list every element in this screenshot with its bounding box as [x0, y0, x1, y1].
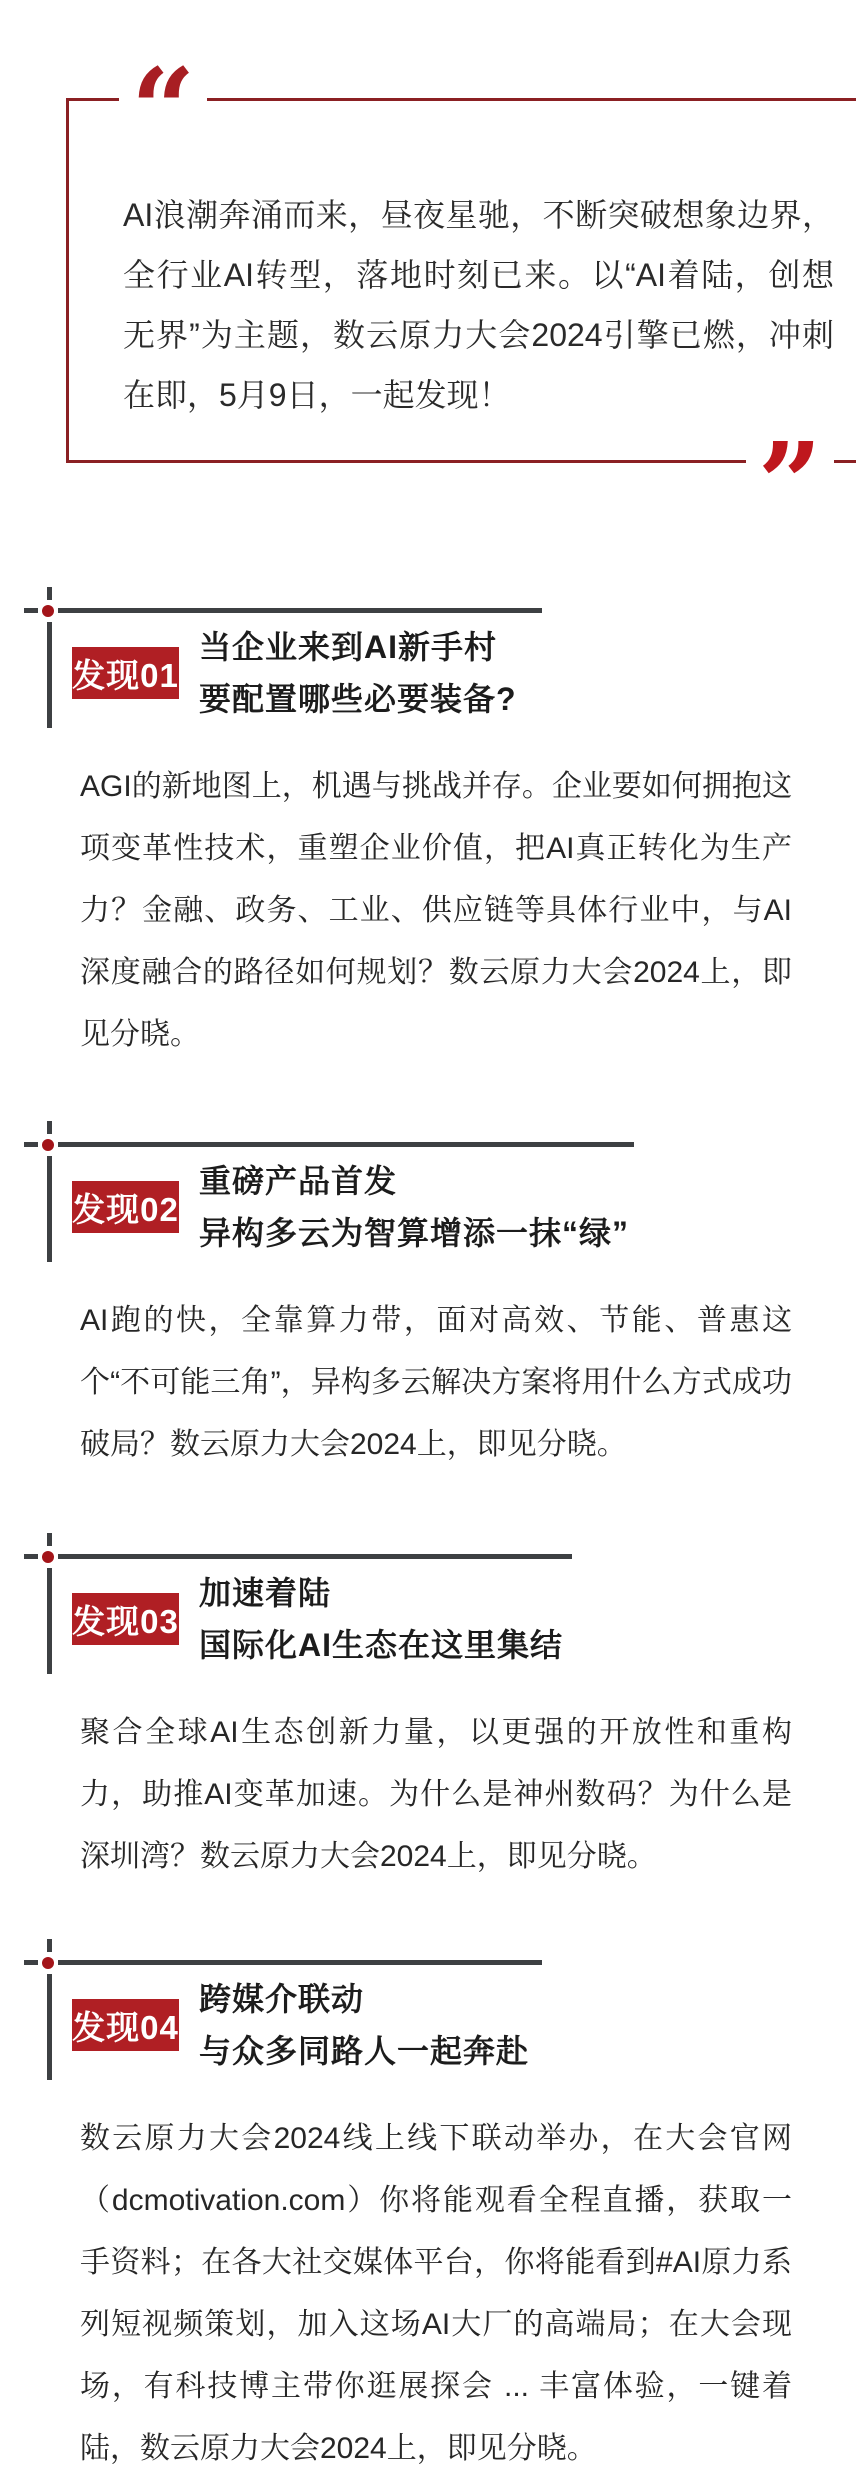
marker-left-dash	[24, 1142, 38, 1147]
section-header	[72, 621, 517, 725]
close-quote-icon: ”	[746, 429, 834, 517]
marker-dot-icon	[42, 1551, 54, 1563]
marker-vertical-dash	[47, 587, 52, 600]
discovery-badge: 发现03	[72, 1593, 179, 1645]
marker-dot-icon	[42, 1957, 54, 1969]
section-title-line2: 国际化AI生态在这里集结	[199, 1627, 564, 1663]
section-title	[199, 1567, 563, 1671]
section-title	[199, 621, 517, 725]
section-header	[72, 1973, 529, 2077]
marker-vertical-line	[47, 1974, 52, 2080]
discovery-badge: 发现02	[72, 1181, 179, 1233]
section-title-line1: 当企业来到AI新手村	[199, 629, 498, 665]
section-title	[199, 1155, 629, 1259]
marker-dot-icon	[42, 1139, 54, 1151]
marker-left-dash	[24, 608, 38, 613]
marker-horizontal-line	[58, 1960, 542, 1965]
section-header	[72, 1155, 629, 1259]
marker-vertical-line	[47, 1568, 52, 1674]
section-body-text: AGI的新地图上，机遇与挑战并存。企业要如何拥抱这项变革性技术，重塑企业价值，把AI真正转化为生产力？金融、政务、工业、供应链等具体行业中，与AI深度融合的路径如何规划？数云原力大会2024上，即见分晓。	[80, 770, 792, 1051]
section-body-text: AI跑的快，全靠算力带，面对高效、节能、普惠这个“不可能三角”，异构多云解决方案将用什么方式成功破局？数云原力大会2024上，即见分晓。	[80, 1304, 792, 1461]
section-title	[199, 1973, 529, 2077]
marker-horizontal-line	[58, 608, 542, 613]
intro-quote-card	[66, 45, 856, 550]
open-quote-icon: “	[119, 55, 207, 167]
marker-dot-icon	[42, 605, 54, 617]
section-title-line2: 要配置哪些必要装备?	[199, 681, 517, 717]
discovery-badge: 发现01	[72, 647, 179, 699]
section-header	[72, 1567, 563, 1671]
section-body-text: 数云原力大会2024线上线下联动举办，在大会官网（dcmotivation.com）你将能观看全程直播，获取一手资料；在各大社交媒体平台，你将能看到#AI原力系列短视频策划，加入这场AI大厂的高端局；在大会现场，有科技博主带你逛展探会 ... 丰富体验，一键着陆，数云原力大会2024上，即见分晓。	[80, 2122, 792, 2465]
section-title-line1: 重磅产品首发	[199, 1163, 398, 1199]
marker-horizontal-line	[58, 1554, 572, 1559]
marker-horizontal-line	[58, 1142, 634, 1147]
marker-vertical-line	[47, 1156, 52, 1262]
intro-quote-text: AI浪潮奔涌而来，昼夜星驰，不断突破想象边界，全行业AI转型，落地时刻已来。以“AI着陆，创想无界”为主题，数云原力大会2024引擎已燃，冲刺在即，5月9日，一起发现！	[123, 197, 834, 413]
marker-left-dash	[24, 1960, 38, 1965]
marker-vertical-dash	[47, 1533, 52, 1546]
section-title-line1: 加速着陆	[199, 1575, 332, 1611]
marker-vertical-line	[47, 622, 52, 728]
marker-vertical-dash	[47, 1121, 52, 1134]
section-title-line1: 跨媒介联动	[199, 1981, 365, 2017]
section-title-line2: 异构多云为智算增添一抹“绿”	[199, 1215, 630, 1251]
marker-vertical-dash	[47, 1939, 52, 1952]
section-body-text: 聚合全球AI生态创新力量，以更强的开放性和重构力，助推AI变革加速。为什么是神州数码？为什么是深圳湾？数云原力大会2024上，即见分晓。	[80, 1716, 792, 1873]
marker-left-dash	[24, 1554, 38, 1559]
section-title-line2: 与众多同路人一起奔赴	[199, 2033, 530, 2069]
discovery-badge: 发现04	[72, 1999, 179, 2051]
